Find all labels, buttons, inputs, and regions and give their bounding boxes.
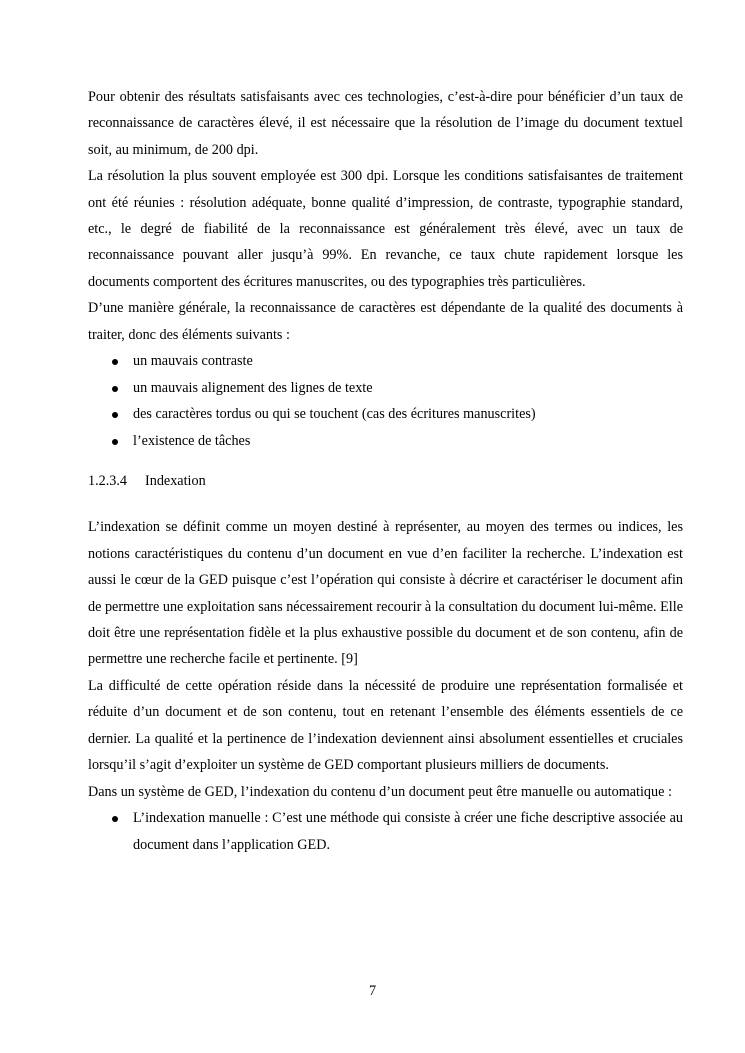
list-item-text: l’existence de tâches bbox=[133, 432, 251, 449]
bullet-icon bbox=[112, 816, 118, 822]
paragraph-resolution-300dpi: La résolution la plus souvent employée est 300 dpi. Lorsque les conditions satisfaisantes de traitement ont été réunies : résolution adéquate, bonne qualité d’impression, de contraste, typographie standard, etc., le degré de fiabilité de la reconnaissance est généralement très élevé, avec un taux de reconnaissance pouvant aller jusqu’à 99%. En revanche, ce taux chute rapidement lorsque les documents comportent des écritures manuscrites, ou des typographies très particulières. bbox=[88, 168, 683, 290]
quality-factors-list bbox=[88, 348, 683, 454]
list-item-text: un mauvais alignement des lignes de texte bbox=[133, 379, 373, 396]
page-number: 7 bbox=[368, 983, 377, 999]
paragraph-indexation-definition: L’indexation se définit comme un moyen destiné à représenter, au moyen des termes ou indices, les notions caractéristiques du contenu d’un document en vue d’en faciliter la recherche. L’indexation est aussi le cœur de la GED puisque c’est l’opération qui consiste à décrire et caractériser le document afin de permettre une exploitation sans nécessairement recourir à la consultation du document lui-même. Elle doit être une représentation fidèle et la plus exhaustive possible du document et de son contenu, afin de permettre une recherche facile et pertinente. [9] bbox=[88, 519, 683, 668]
section-heading bbox=[88, 471, 683, 491]
list-item bbox=[88, 348, 683, 375]
bullet-icon bbox=[112, 386, 118, 392]
list-item bbox=[88, 428, 683, 455]
indexation-types-list bbox=[88, 805, 683, 858]
list-item-text: des caractères tordus ou qui se touchent (cas des écritures manuscrites) bbox=[133, 406, 536, 423]
list-item-text: L’indexation manuelle : C’est une méthode qui consiste à créer une fiche descriptive associée au document dans l’application GED. bbox=[133, 809, 683, 853]
bullet-icon bbox=[112, 439, 118, 445]
list-item bbox=[88, 375, 683, 402]
list-item bbox=[88, 401, 683, 428]
paragraph-indexation-difficulty: La difficulté de cette opération réside dans la nécessité de produire une représentation formalisée et réduite d’un document et de son contenu, tout en retenant l’ensemble des éléments essentiels de ce dernier. La qualité et la pertinence de l’indexation deviennent ainsi absolument essentielles et cruciales lorsqu’il s’agit d’exploiter un système de GED comportant plusieurs milliers de documents. bbox=[88, 677, 683, 774]
paragraph-indexation-types: Dans un système de GED, l’indexation du contenu d’un document peut être manuelle ou automatique : bbox=[88, 783, 672, 800]
bullet-icon bbox=[112, 359, 118, 365]
paragraph-ocr-resolution: Pour obtenir des résultats satisfaisants avec ces technologies, c’est-à-dire pour bénéficier d’un taux de reconnaissance de caractères élevé, il est nécessaire que la résolution de l’image du document textuel soit, au minimum, de 200 dpi. bbox=[88, 89, 683, 158]
bullet-icon bbox=[112, 412, 118, 418]
list-item bbox=[88, 805, 683, 858]
page-body bbox=[88, 84, 683, 858]
paragraph-quality-dependence: D’une manière générale, la reconnaissance de caractères est dépendante de la qualité des documents à traiter, donc des éléments suivants : bbox=[88, 300, 683, 343]
section-number: 1.2.3.4 bbox=[88, 473, 128, 490]
section-title: Indexation bbox=[145, 473, 206, 490]
list-item-text: un mauvais contraste bbox=[133, 353, 253, 370]
